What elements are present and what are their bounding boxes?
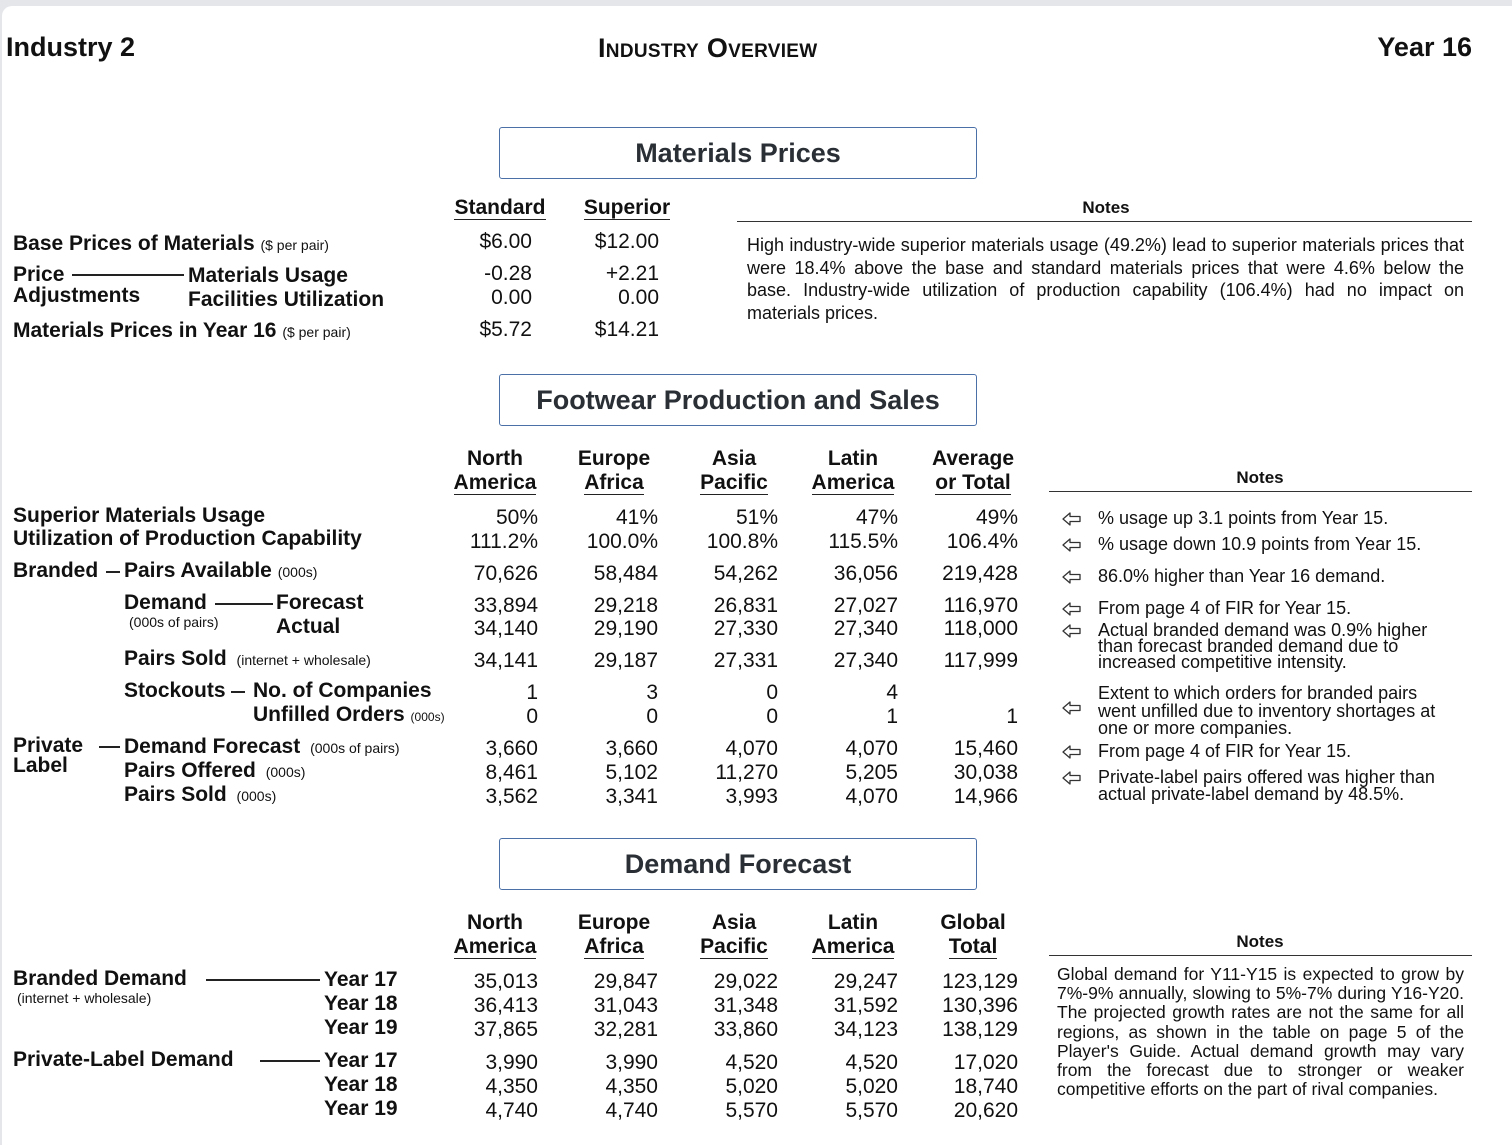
- materials-notes-rule: [737, 221, 1472, 222]
- prod-superior-usage-value: 41%: [615, 506, 658, 529]
- base-prices-text: Base Prices of Materials: [13, 232, 255, 255]
- fc-private-value: 4,740: [605, 1099, 658, 1122]
- unfilled-orders-unit: (000s): [410, 710, 445, 724]
- prod-superior-usage-value: 50%: [495, 506, 538, 529]
- year-label: Year 16: [1377, 32, 1472, 62]
- fc-branded-value: 130,396: [942, 994, 1018, 1017]
- prod-pairs-sold-value: 27,331: [713, 649, 778, 672]
- prod-unfilled-value: 1: [886, 705, 898, 728]
- production-note-n6a: Extent to which orders for branded pairs: [1098, 683, 1418, 703]
- left-arrow-icon: [1062, 537, 1082, 553]
- production-note-n8b: actual private-label demand by 48.5%.: [1098, 784, 1405, 804]
- usage-standard-value: -0.28: [484, 262, 532, 285]
- prod-header-0-line2: [435, 471, 555, 495]
- prod-pairs-available-value: 36,056: [833, 562, 898, 585]
- fc-header-0-line1: North: [467, 911, 523, 934]
- private-demand-line: [260, 1060, 320, 1062]
- fc-branded-value: 36,413: [473, 994, 538, 1017]
- fc-branded-year-label: Year 18: [324, 992, 398, 1015]
- fc-private-value: 17,020: [953, 1051, 1018, 1074]
- prod-header-3: [793, 447, 913, 495]
- prod-header-1: [554, 447, 674, 495]
- fc-header-3: [793, 911, 913, 959]
- unfilled-orders-text: Unfilled Orders: [253, 703, 405, 726]
- col-standard-text: Standard: [454, 196, 546, 219]
- page-title-text: Industry Overview: [598, 33, 818, 63]
- demand-connector-line: [215, 603, 273, 605]
- production-note-n6c: one or more companies.: [1098, 718, 1293, 738]
- fc-header-4-line2: [913, 935, 1033, 959]
- prod-utilization-value: 106.4%: [946, 530, 1018, 553]
- price-connector-line: [72, 274, 184, 276]
- prod-no-companies-value: 0: [766, 681, 778, 704]
- prod-pl-offered-value: 30,038: [953, 761, 1018, 784]
- materials-note-text: High industry-wide superior materials usage (49.2%) lead to superior materials prices that were 18.4% above the base and standard materials prices that were 4.6% below the base. Industry-wide utilization of production capability (106.4%) had no impact on materials prices.: [747, 235, 1464, 323]
- prod-forecast-value: 116,970: [943, 594, 1018, 617]
- left-arrow-icon: [1062, 623, 1082, 639]
- prod-header-3-line1: Latin: [827, 447, 879, 470]
- pairs-sold-text: Pairs Sold: [124, 647, 227, 670]
- fc-header-0: [435, 911, 555, 959]
- prod-header-0-line2-text: America: [453, 471, 537, 494]
- prod-pairs-available-value: 70,626: [473, 562, 538, 585]
- prod-pairs-available-value: 58,484: [593, 562, 658, 585]
- fc-header-4-line2-text: Total: [948, 935, 998, 958]
- prod-pl-forecast-value: 3,660: [485, 737, 538, 760]
- fc-header-2: [674, 911, 794, 959]
- fc-header-1: [554, 911, 674, 959]
- prod-forecast-value: 33,894: [473, 594, 538, 617]
- col-superior-text: Superior: [583, 196, 671, 219]
- materials-final-label: [13, 319, 351, 343]
- fc-private-value: 4,520: [845, 1051, 898, 1074]
- pl-forecast-unit: (000s of pairs): [310, 740, 400, 756]
- prod-header-1-line2: [554, 471, 674, 495]
- prod-header-0: [435, 447, 555, 495]
- prod-utilization-value: 115.5%: [828, 530, 898, 553]
- fc-private-value: 5,020: [725, 1075, 778, 1098]
- fc-branded-value: 37,865: [473, 1018, 538, 1041]
- pl-sold-label: [124, 783, 276, 807]
- prod-pl-offered-value: 5,102: [605, 761, 658, 784]
- prod-header-3-line2-text: America: [811, 471, 895, 494]
- fc-header-0-line2-text: America: [453, 935, 537, 958]
- report-page: [2, 6, 1512, 1145]
- production-note-n5c: increased competitive intensity.: [1098, 652, 1347, 672]
- usage-superior-value: +2.21: [605, 262, 659, 285]
- fc-private-value: 4,520: [725, 1051, 778, 1074]
- prod-superior-usage-value: 47%: [855, 506, 898, 529]
- production-note-n3: 86.0% higher than Year 16 demand.: [1098, 566, 1386, 586]
- prod-pairs-available-value: 54,262: [713, 562, 778, 585]
- materials-usage-label: Materials Usage: [188, 264, 348, 287]
- base-prices-unit: ($ per pair): [260, 237, 329, 253]
- prod-pl-sold-value: 14,966: [953, 785, 1018, 808]
- final-standard-value: $5.72: [479, 318, 532, 341]
- prod-unfilled-value: 0: [766, 705, 778, 728]
- production-sales-title: Footwear Production and Sales: [499, 374, 977, 426]
- prod-pl-sold-value: 4,070: [845, 785, 898, 808]
- fc-header-1-line2: [554, 935, 674, 959]
- production-notes-rule: [1049, 491, 1472, 492]
- fc-private-value: 3,990: [485, 1051, 538, 1074]
- prod-pairs-sold-value: 117,999: [943, 649, 1018, 672]
- materials-notes-header: Notes: [1082, 198, 1130, 217]
- fc-header-2-line1: Asia: [711, 911, 757, 934]
- prod-pairs-available-value: 219,428: [942, 562, 1018, 585]
- prod-header-2-line1: Asia: [711, 447, 757, 470]
- pairs-available-label: [124, 559, 317, 583]
- private-label-label-2: Label: [13, 754, 68, 777]
- fc-private-year-label: Year 18: [324, 1073, 398, 1096]
- pl-offered-label: [124, 759, 305, 783]
- prod-unfilled-value: 0: [646, 705, 658, 728]
- materials-final-text: Materials Prices in Year 16: [13, 319, 277, 342]
- prod-utilization-value: 111.2%: [469, 530, 538, 553]
- materials-prices-title: Materials Prices: [499, 127, 977, 179]
- prod-no-companies-value: 3: [646, 681, 658, 704]
- production-note-n4: From page 4 of FIR for Year 15.: [1098, 598, 1352, 618]
- prod-no-companies-value: 1: [526, 681, 538, 704]
- col-standard: [450, 196, 550, 220]
- fac-standard-value: 0.00: [491, 286, 532, 309]
- prod-pl-forecast-value: 4,070: [725, 737, 778, 760]
- production-note-n1: % usage up 3.1 points from Year 15.: [1098, 508, 1389, 528]
- prod-pl-forecast-value: 15,460: [953, 737, 1018, 760]
- pl-offered-text: Pairs Offered: [124, 759, 256, 782]
- pairs-sold-unit: (internet + wholesale): [236, 652, 371, 668]
- fc-private-value: 4,350: [485, 1075, 538, 1098]
- final-superior-value: $14.21: [594, 318, 659, 341]
- pl-forecast-text: Demand Forecast: [124, 735, 301, 758]
- demand-unit: (000s of pairs): [129, 614, 219, 630]
- prod-unfilled-value: 0: [526, 705, 538, 728]
- stockouts-label: Stockouts: [124, 679, 226, 702]
- forecast-note-text: Global demand for Y11-Y15 is expected to grow by 7%-9% annually, slowing to 5%-7% during Y16-Y20. The projected growth rates are not the same for all regions, as shown in the table on page 5 of the Player's Guide. Actual demand growth may vary from the forecast due to stronger or weaker competitive efforts on the part of rival companies.: [1057, 964, 1464, 1100]
- facilities-utilization-label: Facilities Utilization: [188, 288, 385, 311]
- prod-utilization-value: 100.8%: [706, 530, 778, 553]
- prod-utilization-value: 100.0%: [586, 530, 658, 553]
- fc-private-value: 5,570: [725, 1099, 778, 1122]
- prod-actual-value: 29,190: [593, 617, 658, 640]
- fc-branded-value: 123,129: [942, 970, 1018, 993]
- fc-private-year-label: Year 17: [324, 1049, 398, 1072]
- prod-header-3-line2: [793, 471, 913, 495]
- fc-branded-value: 32,281: [593, 1018, 658, 1041]
- fc-branded-value: 35,013: [473, 970, 538, 993]
- private-label-dash: [99, 746, 120, 748]
- private-label-label-1: Private: [13, 734, 84, 757]
- base-superior-value: $12.00: [594, 230, 659, 253]
- materials-final-unit: ($ per pair): [282, 324, 351, 340]
- base-standard-value: $6.00: [479, 230, 532, 253]
- production-note-n2: % usage down 10.9 points from Year 15.: [1098, 534, 1422, 554]
- fc-branded-year-label: Year 17: [324, 968, 398, 991]
- forecast-notes-header: Notes: [1236, 932, 1284, 951]
- prod-pl-offered-value: 5,205: [845, 761, 898, 784]
- adjustments-label: Adjustments: [13, 284, 141, 307]
- prod-pl-forecast-value: 4,070: [845, 737, 898, 760]
- prod-forecast-value: 27,027: [833, 594, 898, 617]
- production-note-n7: From page 4 of FIR for Year 15.: [1098, 741, 1352, 761]
- prod-pl-sold-value: 3,341: [605, 785, 658, 808]
- prod-header-4-line2-text: or Total: [935, 471, 1011, 494]
- pl-forecast-label: [124, 735, 400, 759]
- superior-usage-label: Superior Materials Usage: [13, 504, 266, 527]
- fc-header-3-line2-text: America: [811, 935, 895, 958]
- fac-superior-value: 0.00: [618, 286, 659, 309]
- prod-pairs-sold-value: 29,187: [593, 649, 658, 672]
- prod-pl-sold-value: 3,993: [725, 785, 778, 808]
- fc-header-2-line2: [674, 935, 794, 959]
- fc-header-3-line2: [793, 935, 913, 959]
- prod-header-4: [913, 447, 1033, 495]
- price-label: Price: [13, 263, 65, 286]
- prod-forecast-value: 26,831: [713, 594, 778, 617]
- private-demand-label: Private-Label Demand: [13, 1048, 234, 1071]
- fc-branded-value: 29,022: [713, 970, 778, 993]
- fc-branded-value: 31,592: [833, 994, 898, 1017]
- prod-actual-value: 34,140: [473, 617, 538, 640]
- branded-demand-unit: (internet + wholesale): [17, 990, 152, 1006]
- fc-header-0-line2: [435, 935, 555, 959]
- fc-branded-value: 29,847: [593, 970, 658, 993]
- prod-pairs-sold-value: 27,340: [833, 649, 898, 672]
- branded-dash: [106, 571, 120, 573]
- pl-offered-unit: (000s): [265, 764, 306, 780]
- stockouts-dash: [231, 691, 245, 693]
- unfilled-orders-label: [253, 703, 445, 727]
- prod-pl-forecast-value: 3,660: [605, 737, 658, 760]
- left-arrow-icon: [1062, 770, 1082, 786]
- fc-private-value: 18,740: [953, 1075, 1018, 1098]
- prod-header-2-line2: [674, 471, 794, 495]
- prod-unfilled-value: 1: [1006, 705, 1018, 728]
- fc-private-value: 3,990: [605, 1051, 658, 1074]
- fc-header-4: [913, 911, 1033, 959]
- prod-pl-offered-value: 8,461: [485, 761, 538, 784]
- industry-label: Industry 2: [6, 32, 136, 62]
- fc-private-value: 5,020: [845, 1075, 898, 1098]
- prod-pl-offered-value: 11,270: [715, 761, 778, 784]
- fc-branded-value: 31,348: [713, 994, 778, 1017]
- forecast-notes-rule: [1049, 955, 1472, 956]
- fc-header-1-line1: Europe: [577, 911, 651, 934]
- prod-superior-usage-value: 49%: [975, 506, 1018, 529]
- col-superior: [577, 196, 677, 220]
- prod-no-companies-value: 4: [886, 681, 898, 704]
- demand-forecast-title: Demand Forecast: [499, 838, 977, 890]
- fc-private-value: 4,740: [485, 1099, 538, 1122]
- fc-branded-value: 33,860: [713, 1018, 778, 1041]
- prod-header-4-line2: [913, 471, 1033, 495]
- utilization-label: Utilization of Production Capability: [13, 527, 362, 550]
- left-arrow-icon: [1062, 700, 1082, 716]
- pairs-available-unit: (000s): [277, 564, 318, 580]
- pairs-available-text: Pairs Available: [124, 559, 272, 582]
- fc-branded-value: 34,123: [833, 1018, 898, 1041]
- branded-demand-line: [206, 979, 320, 981]
- branded-demand-label: Branded Demand: [13, 967, 187, 990]
- prod-forecast-value: 29,218: [593, 594, 658, 617]
- prod-header-1-line2-text: Africa: [584, 471, 644, 494]
- forecast-label: Forecast: [276, 591, 364, 614]
- fc-private-value: 20,620: [953, 1099, 1018, 1122]
- prod-header-4-line1: Average: [931, 447, 1015, 470]
- branded-label: Branded: [13, 559, 99, 582]
- fc-branded-value: 31,043: [593, 994, 658, 1017]
- left-arrow-icon: [1062, 569, 1082, 585]
- production-notes-header: Notes: [1236, 468, 1284, 487]
- prod-pl-sold-value: 3,562: [485, 785, 538, 808]
- base-prices-label: [13, 232, 329, 256]
- prod-superior-usage-value: 51%: [735, 506, 778, 529]
- left-arrow-icon: [1062, 511, 1082, 527]
- demand-label: Demand: [124, 591, 207, 614]
- prod-actual-value: 27,330: [713, 617, 778, 640]
- production-note-n5b: than forecast branded demand due to: [1098, 636, 1399, 656]
- fc-branded-value: 138,129: [942, 1018, 1018, 1041]
- prod-pairs-sold-value: 34,141: [473, 649, 538, 672]
- prod-header-2-line2-text: Pacific: [700, 471, 768, 494]
- fc-private-value: 5,570: [845, 1099, 898, 1122]
- prod-header-1-line1: Europe: [577, 447, 651, 470]
- page-title: [598, 33, 818, 64]
- prod-header-2: [674, 447, 794, 495]
- pl-sold-text: Pairs Sold: [124, 783, 227, 806]
- fc-branded-value: 29,247: [833, 970, 898, 993]
- left-arrow-icon: [1062, 601, 1082, 617]
- pairs-sold-label: [124, 647, 371, 671]
- production-note-n5a: Actual branded demand was 0.9% higher: [1098, 620, 1428, 640]
- fc-header-2-line2-text: Pacific: [700, 935, 768, 958]
- prod-actual-value: 118,000: [943, 617, 1018, 640]
- actual-label: Actual: [276, 615, 341, 638]
- fc-private-value: 4,350: [605, 1075, 658, 1098]
- prod-header-0-line1: North: [467, 447, 523, 470]
- production-note-n8a: Private-label pairs offered was higher than: [1098, 767, 1435, 787]
- no-companies-label: No. of Companies: [253, 679, 432, 702]
- left-arrow-icon: [1062, 744, 1082, 760]
- fc-branded-year-label: Year 19: [324, 1016, 398, 1039]
- fc-header-3-line1: Latin: [827, 911, 879, 934]
- production-note-n6b: went unfilled due to inventory shortages at: [1098, 700, 1436, 721]
- prod-actual-value: 27,340: [833, 617, 898, 640]
- fc-header-4-line1: Global: [940, 911, 1006, 934]
- pl-sold-unit: (000s): [236, 788, 277, 804]
- fc-private-year-label: Year 19: [324, 1097, 398, 1120]
- fc-header-1-line2-text: Africa: [584, 935, 644, 958]
